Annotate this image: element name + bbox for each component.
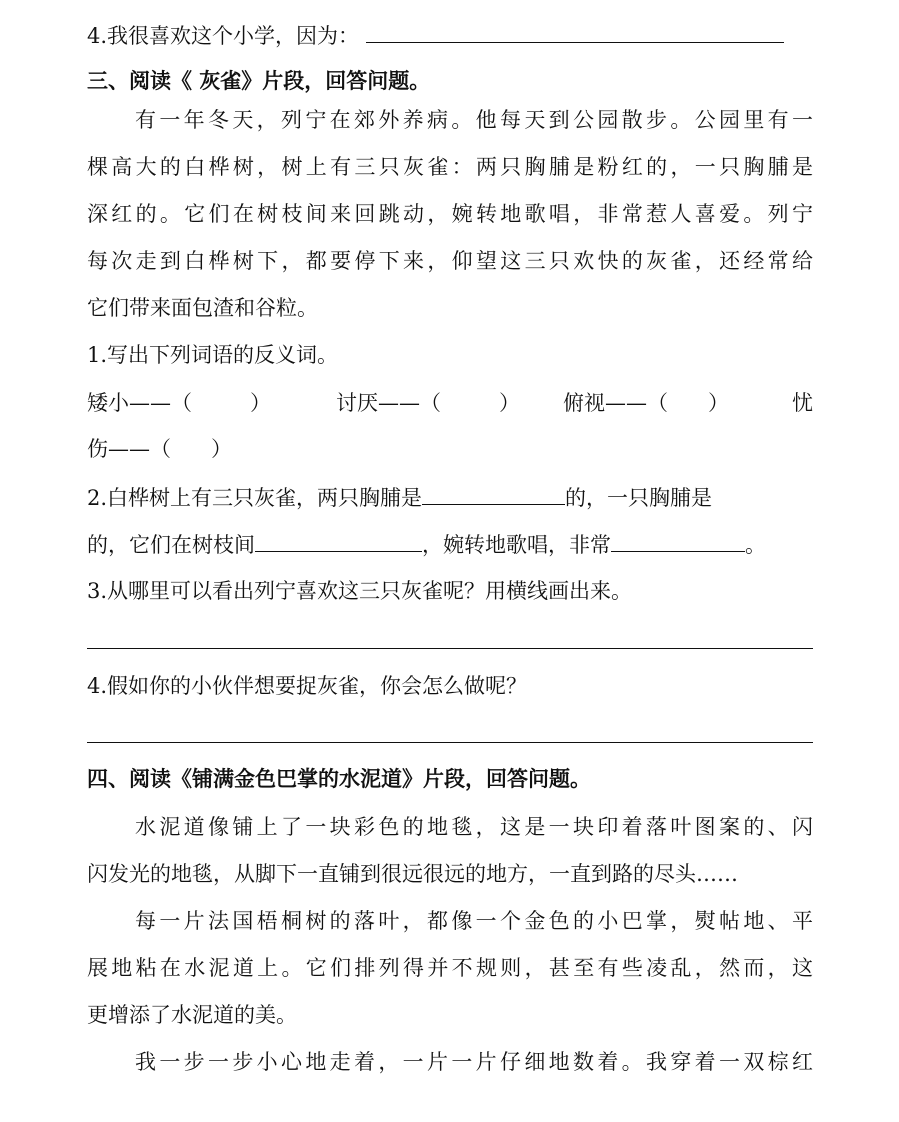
passage-line: 更增添了水泥道的美。 — [87, 1003, 297, 1027]
passage-line: 棵高大的白桦树，树上有三只灰雀：两只胸脯是粉红的，一只胸脯是 — [87, 155, 813, 179]
passage-line: 我一步一步小心地走着，一片一片仔细地数着。我穿着一双棕红 — [135, 1050, 813, 1074]
passage-line: 水泥道像铺上了一块彩色的地毯，这是一块印着落叶图案的、闪 — [135, 815, 813, 839]
passage-line: 闪发光的地毯，从脚下一直铺到很远很远的地方，一直到路的尽头…… — [87, 862, 738, 886]
question-4-prompt: 4.假如你的小伙伴想要捉灰雀，你会怎么做呢？ — [87, 674, 528, 698]
antonym-item: 伤——（ ） — [87, 437, 232, 461]
passage-line: 每次走到白桦树下，都要停下来，仰望这三只欢快的灰雀，还经常给 — [87, 249, 813, 273]
antonym-item: 讨厌——（ ） — [336, 391, 520, 415]
answer-blank[interactable] — [255, 529, 422, 552]
answer-blank[interactable] — [422, 482, 565, 505]
antonym-item-start: 忧 — [792, 391, 813, 415]
answer-blank[interactable] — [366, 20, 784, 43]
answer-line[interactable] — [87, 648, 813, 649]
answer-blank[interactable] — [611, 529, 745, 552]
section-3-heading: 三、阅读《 灰雀》片段，回答问题。 — [87, 69, 431, 93]
antonym-item: 矮小——（ ） — [87, 391, 271, 415]
passage-line: 它们带来面包渣和谷粒。 — [87, 296, 318, 320]
question-4-prev — [87, 20, 784, 51]
answer-line[interactable] — [87, 742, 813, 743]
passage-line: 每一片法国梧桐树的落叶，都像一个金色的小巴掌，熨帖地、平 — [135, 909, 813, 933]
passage-line: 展地粘在水泥道上。它们排列得并不规则，甚至有些凌乱，然而，这 — [87, 956, 813, 980]
question-label: 4.我很喜欢这个小学，因为： — [87, 24, 360, 48]
question-2-line: 2.白桦树上有三只灰雀，两只胸脯是 的，一只胸脯是 — [87, 482, 712, 513]
question-3-prompt: 3.从哪里可以看出列宁喜欢这三只灰雀呢？用横线画出来。 — [87, 579, 633, 603]
passage-line: 有一年冬天，列宁在郊外养病。他每天到公园散步。公园里有一 — [135, 108, 813, 132]
antonym-item: 俯视——（ ） — [563, 391, 729, 415]
question-1-prompt: 1.写出下列词语的反义词。 — [87, 343, 339, 367]
question-2-line: 的，它们在树枝间 ，婉转地歌唱，非常 。 — [87, 529, 766, 560]
passage-line: 深红的。它们在树枝间来回跳动，婉转地歌唱，非常惹人喜爱。列宁 — [87, 202, 813, 226]
section-4-heading: 四、阅读《铺满金色巴掌的水泥道》片段，回答问题。 — [87, 767, 591, 791]
